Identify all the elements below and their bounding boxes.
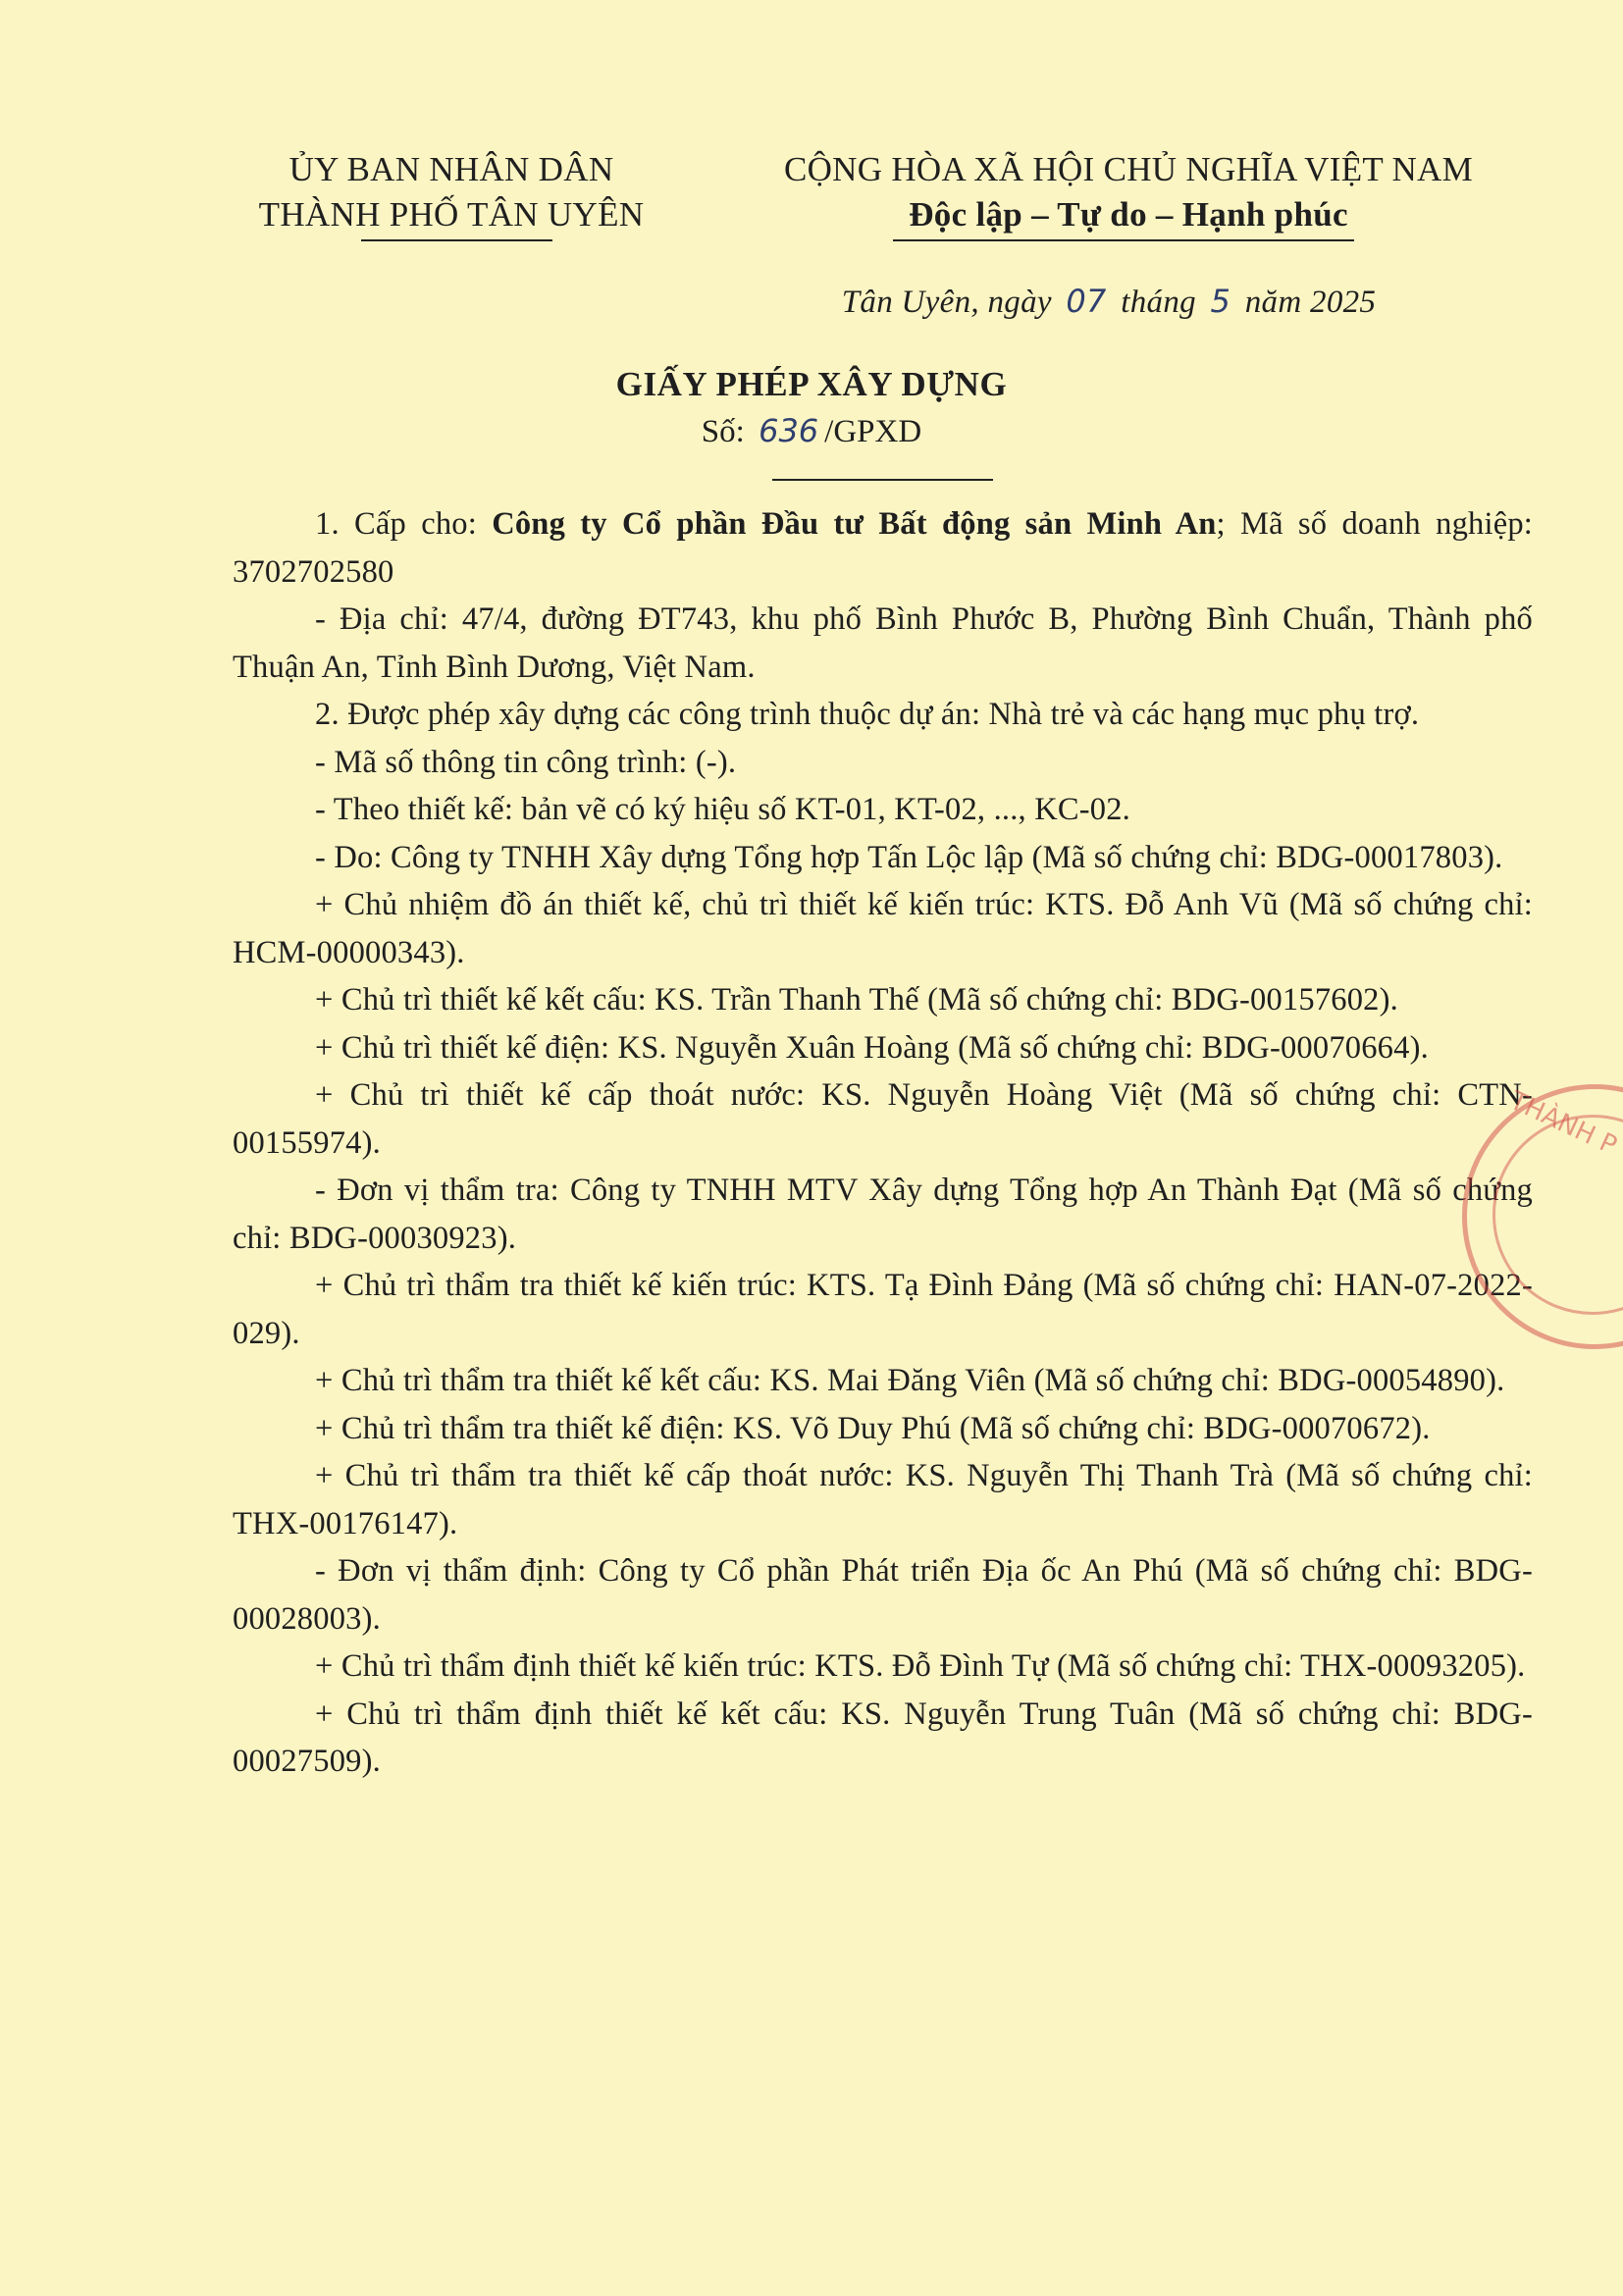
- number-value: 636: [759, 412, 819, 449]
- issuer-underline: [361, 239, 552, 241]
- grantee-tax-code: ; Mã số doanh nghiệp: 3702702580: [233, 506, 1533, 590]
- seal-text: THÀNH P: [1505, 1085, 1622, 1162]
- date-day: 07: [1066, 283, 1107, 320]
- issuer-line-1: ỦY BAN NHÂN DÂN: [288, 150, 614, 188]
- date-month-label: tháng: [1121, 285, 1196, 320]
- national-header: [707, 147, 1550, 237]
- national-motto: Độc lập – Tự do – Hạnh phúc: [909, 195, 1348, 234]
- paragraph: + Chủ trì thẩm tra thiết kế điện: KS. Võ Duy Phú (Mã số chứng chỉ: BDG-00070672).: [315, 1410, 1431, 1446]
- paragraph: + Chủ trì thiết kế kết cấu: KS. Trần Thanh Thế (Mã số chứng chỉ: BDG-00157602).: [315, 982, 1398, 1018]
- paragraph: + Chủ trì thiết kế cấp thoát nước: KS. Nguyễn Hoàng Việt (Mã số chứng chỉ: CTN-00155974).: [233, 1077, 1533, 1161]
- number-prefix: Số:: [701, 414, 745, 449]
- date-prefix: Tân Uyên, ngày: [841, 285, 1052, 320]
- paragraph: + Chủ trì thiết kế điện: KS. Nguyễn Xuân Hoàng (Mã số chứng chỉ: BDG-00070664).: [315, 1029, 1429, 1066]
- document-body: [233, 500, 1533, 1786]
- paragraph: - Đơn vị thẩm định: Công ty Cổ phần Phát triển Địa ốc An Phú (Mã số chứng chỉ: BDG-00028003).: [233, 1553, 1533, 1637]
- number-suffix: /GPXD: [824, 414, 922, 449]
- grantee-company: Công ty Cổ phần Đầu tư Bất động sản Minh An: [492, 506, 1217, 542]
- paragraph: - Địa chỉ: 47/4, đường ĐT743, khu phố Bình Phước B, Phường Bình Chuẩn, Thành phố Thuận An, Tỉnh Bình Dương, Việt Nam.: [233, 601, 1533, 685]
- issuer-line-2: THÀNH PHỐ TÂN UYÊN: [258, 195, 645, 234]
- paragraph: - Do: Công ty TNHH Xây dựng Tổng hợp Tấn Lộc lập (Mã số chứng chỉ: BDG-00017803).: [315, 839, 1503, 875]
- paragraph-grantee: [233, 500, 1533, 596]
- date-line: [687, 283, 1531, 321]
- paragraph: + Chủ trì thẩm tra thiết kế kiến trúc: KTS. Tạ Đình Đảng (Mã số chứng chỉ: HAN-07-2022-029).: [233, 1268, 1533, 1351]
- paragraph: + Chủ trì thẩm tra thiết kế cấp thoát nước: KS. Nguyễn Thị Thanh Trà (Mã số chứng chỉ: THX-00176147).: [233, 1458, 1533, 1541]
- issuer-header: [226, 147, 677, 237]
- paragraph: + Chủ trì thẩm tra thiết kế kết cấu: KS. Mai Đăng Viên (Mã số chứng chỉ: BDG-00054890).: [315, 1363, 1505, 1398]
- grantee-label: 1. Cấp cho:: [315, 506, 493, 542]
- paragraph: - Mã số thông tin công trình: (-).: [315, 744, 737, 780]
- paragraph: 2. Được phép xây dựng các công trình thuộc dự án: Nhà trẻ và các hạng mục phụ trợ.: [315, 697, 1420, 732]
- title-underline: [772, 479, 993, 481]
- paragraph: - Theo thiết kế: bản vẽ có ký hiệu số KT-01, KT-02, ..., KC-02.: [315, 792, 1131, 827]
- paragraph: + Chủ trì thẩm định thiết kế kiến trúc: KTS. Đỗ Đình Tự (Mã số chứng chỉ: THX-00093205).: [315, 1648, 1526, 1684]
- motto-underline: [893, 239, 1354, 241]
- paragraph: + Chủ nhiệm đồ án thiết kế, chủ trì thiết kế kiến trúc: KTS. Đỗ Anh Vũ (Mã số chứng chỉ: HCM-00000343).: [233, 887, 1533, 970]
- document-number: [0, 412, 1623, 450]
- national-title: CỘNG HÒA XÃ HỘI CHỦ NGHĨA VIỆT NAM: [783, 150, 1474, 188]
- paragraph: - Đơn vị thẩm tra: Công ty TNHH MTV Xây dựng Tổng hợp An Thành Đạt (Mã số chứng chỉ: BDG-00030923).: [233, 1173, 1533, 1256]
- paragraph: + Chủ trì thẩm định thiết kế kết cấu: KS. Nguyễn Trung Tuân (Mã số chứng chỉ: BDG-00027509).: [233, 1696, 1533, 1779]
- document-title: GIẤY PHÉP XÂY DỰNG: [615, 365, 1008, 403]
- date-month: 5: [1210, 283, 1231, 320]
- date-year: năm 2025: [1244, 285, 1377, 320]
